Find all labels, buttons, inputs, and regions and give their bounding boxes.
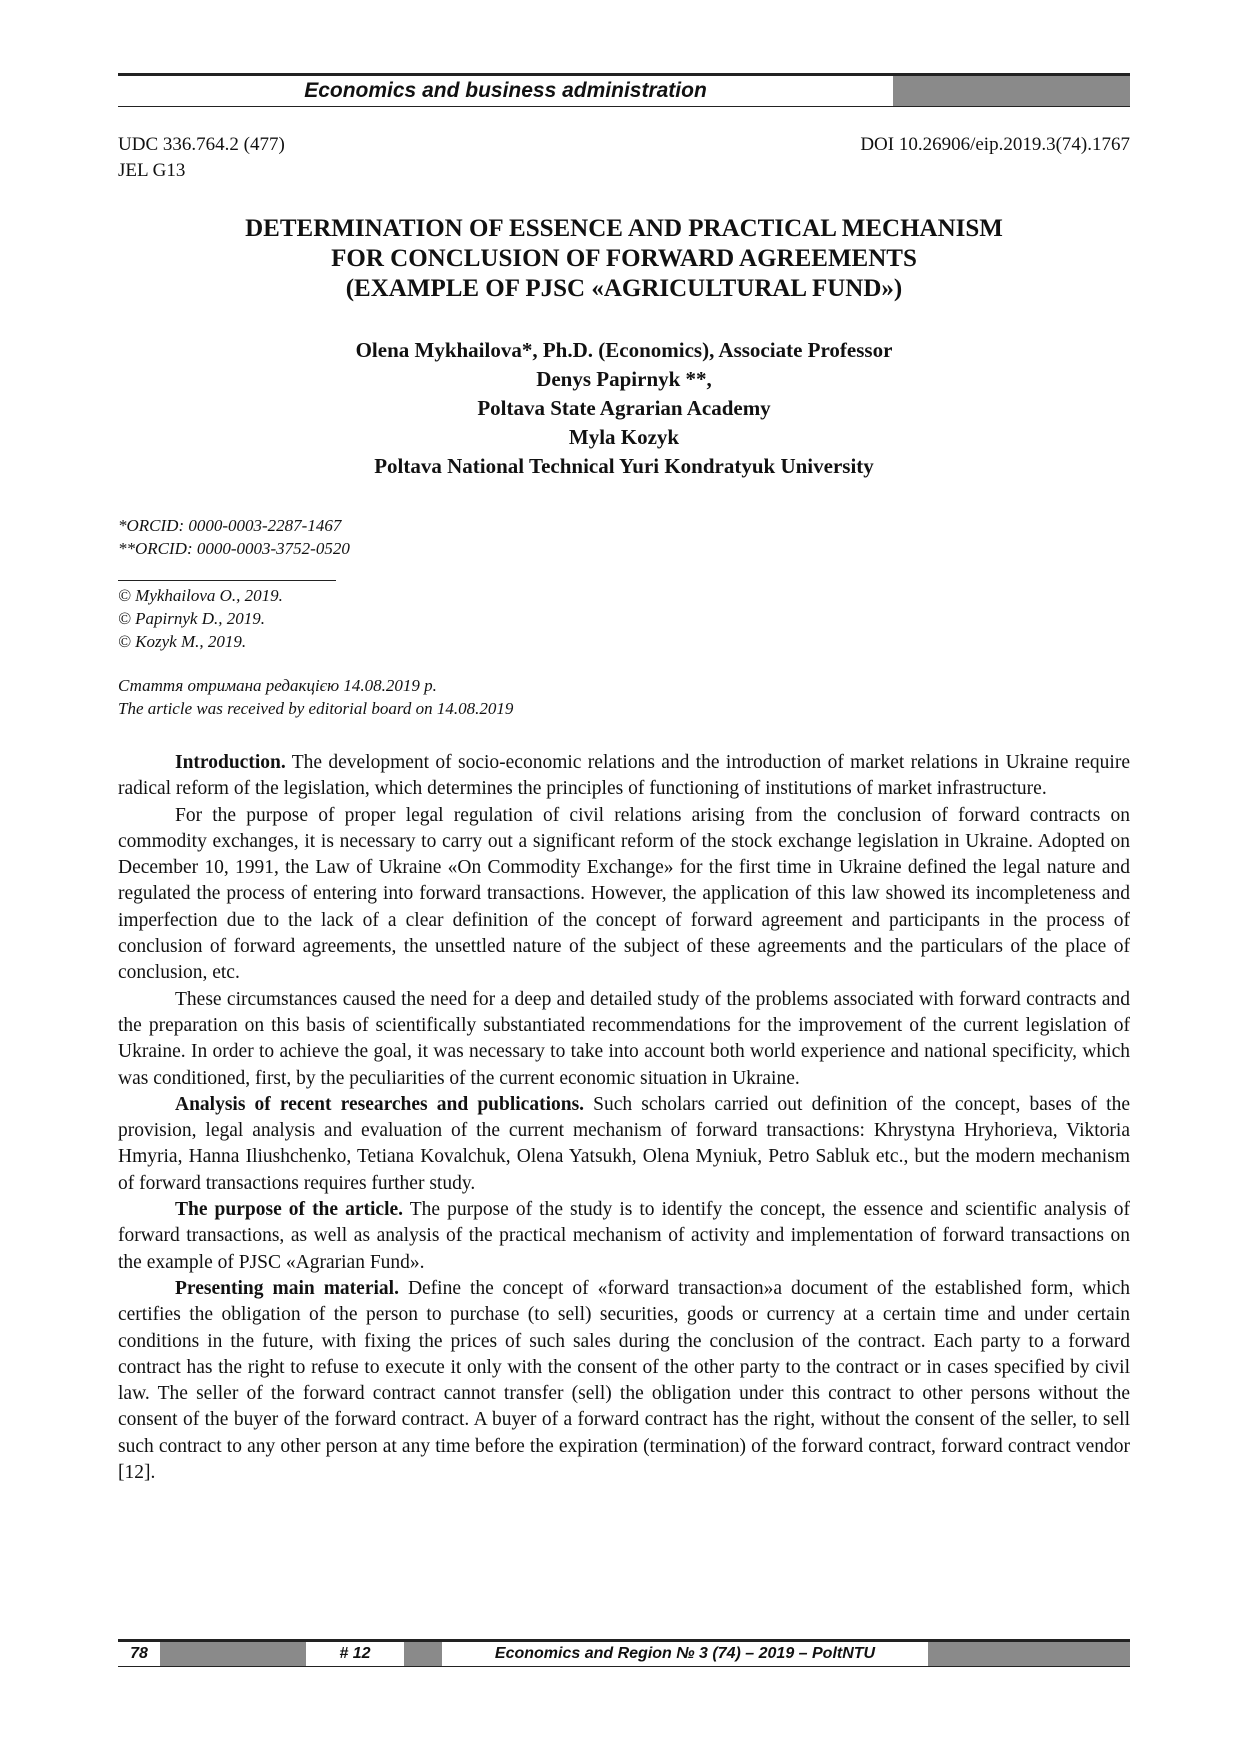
title-line: DETERMINATION OF ESSENCE AND PRACTICAL MECHANISM bbox=[245, 215, 1003, 242]
article-body bbox=[118, 750, 1130, 1486]
orcid-block bbox=[118, 514, 350, 560]
footer-gray-block bbox=[160, 1642, 306, 1666]
paragraph: The purpose of the article. The purpose of the study is to identify the concept, the essence and scientific analysis of forward transactions, as well as analysis of the practical mechanism of activity and implementation of forward transactions on the example of PJSC «Agrarian Fund». bbox=[118, 1199, 1130, 1273]
running-header bbox=[118, 76, 1130, 107]
section-title: Economics and business administration bbox=[304, 79, 707, 102]
copyright-line: © Mykhailova O., 2019. bbox=[118, 586, 283, 605]
received-note bbox=[118, 674, 513, 720]
header-gray-block bbox=[893, 76, 1130, 106]
page-number: 78 bbox=[130, 1645, 148, 1662]
affiliation-line: Poltava National Technical Yuri Kondratyuk University bbox=[374, 454, 874, 478]
affiliation-line: Poltava State Agrarian Academy bbox=[477, 396, 771, 420]
paragraph: These circumstances caused the need for a deep and detailed study of the problems associated with forward contracts and the preparation on this basis of scientifically substantiated recommendations for the improvement of the current legislation of Ukraine. In order to achieve the goal, it was necessary to take into account both world experience and national specificity, which was conditioned, first, by the peculiarities of the current economic situation in Ukraine. bbox=[118, 988, 1130, 1089]
footer-gray-block bbox=[404, 1642, 442, 1666]
title-line: FOR CONCLUSION OF FORWARD AGREEMENTS bbox=[331, 245, 917, 272]
section-heading: Analysis of recent researches and publications. bbox=[175, 1093, 585, 1115]
footer-gray-block bbox=[928, 1642, 1130, 1666]
section-heading: Presenting main material. bbox=[175, 1277, 399, 1299]
copyright-block bbox=[118, 584, 283, 653]
received-line: Стаття отримана редакцією 14.08.2019 р. bbox=[118, 676, 437, 695]
received-line: The article was received by editorial board on 14.08.2019 bbox=[118, 699, 514, 718]
title-line: (EXAMPLE OF PJSC «AGRICULTURAL FUND») bbox=[345, 275, 903, 302]
issue-number: # 12 bbox=[339, 1645, 371, 1662]
paragraph: For the purpose of proper legal regulation of civil relations arising from the conclusion of forward contracts on commodity exchanges, it is necessary to carry out a significant reform of the stock exchange legislation in Ukraine. Adopted on December 10, 1991, the Law of Ukraine «On Commodity Exchange» for the first time in Ukraine defined the legal nature and regulated the process of entering into forward transactions. However, the application of this law showed its incompleteness and imperfection due to the lack of a clear definition of the concept of forward agreement and participants in the process of conclusion of forward agreements, the unsettled nature of the subject of these agreements and the particulars of the place of conclusion, etc. bbox=[118, 804, 1130, 984]
jel-code: JEL G13 bbox=[118, 160, 186, 181]
paragraph: Analysis of recent researches and publications. Such scholars carried out definition of the concept, bases of the provision, legal analysis and evaluation of the current mechanism of forward transactions: Khrystyna Hryhorieva, Viktoria Hmyria, Hanna Iliushchenko, Tetiana Kovalchuk, Olena Yatsukh, Olena Myniuk, Petro Sabluk etc., but the modern mechanism of forward transactions requires further study. bbox=[118, 1093, 1130, 1194]
copyright-line: © Papirnyk D., 2019. bbox=[118, 609, 266, 628]
section-heading: Introduction. bbox=[175, 752, 286, 773]
running-footer bbox=[118, 1639, 1130, 1667]
article-title bbox=[118, 214, 1130, 304]
orcid-line: *ORCID: 0000-0003-2287-1467 bbox=[118, 516, 342, 535]
doi: DOI 10.26906/eip.2019.3(74).1767 bbox=[860, 134, 1130, 155]
footnote-rule bbox=[118, 580, 336, 581]
copyright-line: © Kozyk M., 2019. bbox=[118, 632, 247, 651]
author-line: Denys Papirnyk **, bbox=[536, 367, 712, 391]
author-line: Myla Kozyk bbox=[568, 425, 680, 449]
section-heading: The purpose of the article. bbox=[175, 1199, 404, 1221]
journal-name: Economics and Region № 3 (74) – 2019 – PoltNTU bbox=[494, 1645, 876, 1662]
orcid-line: **ORCID: 0000-0003-3752-0520 bbox=[118, 539, 350, 558]
paragraph: Introduction. The development of socio-economic relations and the introduction of market relations in Ukraine require radical reform of the legislation, which determines the principles of functioning of institutions of market infrastructure. bbox=[118, 752, 1130, 800]
author-line: Olena Mykhailova*, Ph.D. (Economics), Associate Professor bbox=[355, 338, 893, 362]
udc-code: UDC 336.764.2 (477) bbox=[118, 134, 285, 155]
authors-block bbox=[118, 336, 1130, 481]
paragraph: Presenting main material. Define the concept of «forward transaction»a document of the established form, which certifies the obligation of the person to purchase (to sell) securities, goods or currency at a certain time and under certain conditions in the future, with fixing the prices of such sales during the conclusion of the contract. Each party to a forward contract has the right to refuse to execute it only with the consent of the other party to the contract or in cases specified by civil law. The seller of the forward contract cannot transfer (sell) the obligation under this contract to other persons without the consent of the buyer of the forward contract. A buyer of a forward contract has the right, without the consent of the seller, to sell such contract to any other person at any time before the expiration (termination) of the forward contract, forward contract vendor [12]. bbox=[118, 1277, 1130, 1484]
